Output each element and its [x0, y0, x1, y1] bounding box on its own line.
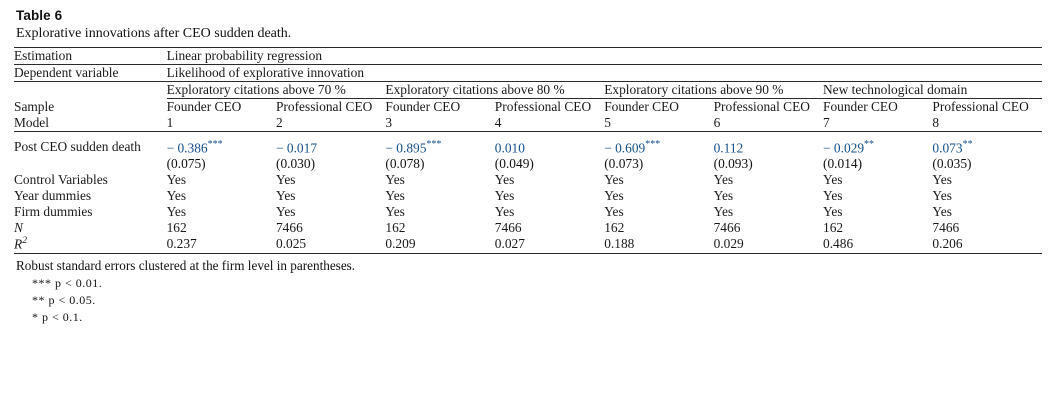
row-label-post-ceo-sudden-death: Post CEO sudden death: [14, 132, 167, 157]
coef-col-5: [604, 132, 713, 157]
table-row-estimation: [14, 48, 1042, 65]
model-col-5: 5: [604, 115, 611, 130]
row-label-model: Model: [14, 115, 49, 130]
model-col-7: 7: [823, 115, 830, 130]
row-label-dependent-variable: Dependent variable: [14, 65, 167, 82]
year-dummies-col-3: Yes: [385, 188, 405, 204]
r2-col-3: 0.209: [385, 236, 416, 252]
row-label-estimation: Estimation: [14, 48, 167, 65]
coef-stars-8: **: [962, 139, 973, 150]
coef-value-1: − 0.386: [166, 140, 208, 156]
sample-col-1: Founder CEO: [166, 99, 242, 114]
row-label-sample: Sample: [14, 98, 55, 114]
results-table: [14, 47, 1042, 253]
year-dummies-col-7: Yes: [823, 188, 843, 204]
coef-value-7: − 0.029: [823, 140, 865, 156]
coef-value-3: − 0.895: [385, 140, 427, 156]
firm-dummies-col-5: Yes: [604, 204, 624, 220]
model-col-6: 6: [713, 115, 721, 130]
table-label: Table 6: [16, 8, 63, 23]
table-row-standard-errors: [14, 156, 1042, 172]
coef-value-6: 0.112: [713, 140, 744, 156]
n-col-5: 162: [604, 220, 625, 236]
se-col-3: (0.078): [385, 156, 425, 172]
year-dummies-col-1: Yes: [166, 188, 187, 204]
firm-dummies-col-7: Yes: [823, 204, 843, 220]
n-col-3: 162: [385, 220, 406, 236]
control-variables-col-2: Yes: [275, 172, 296, 188]
model-col-3: 3: [385, 115, 393, 130]
firm-dummies-col-3: Yes: [385, 204, 405, 220]
model-col-4: 4: [494, 115, 502, 130]
r2-col-8: 0.206: [932, 236, 963, 252]
control-variables-col-6: Yes: [713, 172, 734, 188]
table-row-sample: [14, 99, 1042, 116]
row-label-year-dummies: Year dummies: [14, 188, 92, 204]
n-col-8: 7466: [932, 220, 960, 236]
coef-col-7: [823, 132, 932, 157]
table-row-year-dummies: [14, 188, 1042, 204]
control-variables-col-3: Yes: [385, 172, 405, 188]
firm-dummies-col-4: Yes: [494, 204, 515, 220]
group-header-spacer: [14, 82, 167, 99]
note-p-001: *** p < 0.01.: [32, 275, 103, 290]
r2-col-1: 0.237: [166, 236, 197, 252]
r2-col-6: 0.029: [713, 236, 744, 252]
table-row-dependent-variable: [14, 65, 1042, 82]
firm-dummies-col-8: Yes: [932, 204, 952, 220]
row-label-firm-dummies: Firm dummies: [14, 204, 93, 220]
control-variables-col-7: Yes: [823, 172, 843, 188]
table-bottom-rule: [14, 253, 1042, 254]
row-label-control-variables: Control Variables: [14, 172, 108, 188]
table-row-post-ceo-sudden-death: [14, 132, 1042, 157]
r2-col-4: 0.027: [494, 236, 525, 252]
r2-col-2: 0.025: [275, 236, 307, 252]
coef-col-6: [714, 132, 823, 157]
table-row-model: [14, 115, 1042, 132]
se-col-7: (0.014): [823, 156, 863, 172]
se-col-8: (0.035): [932, 156, 972, 172]
sample-col-2: Professional CEO: [275, 99, 373, 114]
row-label-n: N: [14, 220, 23, 236]
coef-col-4: [495, 132, 604, 157]
se-col-4: (0.049): [494, 156, 534, 172]
se-col-6: (0.093): [713, 156, 753, 172]
year-dummies-col-5: Yes: [604, 188, 624, 204]
sample-col-6: Professional CEO: [713, 99, 810, 114]
coef-value-2: − 0.017: [275, 140, 318, 156]
coef-value-5: − 0.609: [604, 140, 646, 156]
year-dummies-col-4: Yes: [494, 188, 515, 204]
sample-col-8: Professional CEO: [932, 99, 1029, 114]
firm-dummies-col-1: Yes: [166, 204, 187, 220]
table-notes: [16, 258, 1042, 325]
n-col-1: 162: [166, 220, 187, 236]
firm-dummies-col-6: Yes: [713, 204, 734, 220]
coef-col-3: [385, 132, 494, 157]
n-col-6: 7466: [713, 220, 741, 236]
table-row-control-variables: [14, 172, 1042, 188]
group-header-citations-90: Exploratory citations above 90 %: [604, 82, 823, 99]
year-dummies-col-8: Yes: [932, 188, 952, 204]
coef-stars-5: ***: [645, 139, 661, 150]
coef-col-8: [932, 132, 1042, 157]
note-p-01: * p < 0.1.: [32, 309, 83, 324]
table-caption: Explorative innovations after CEO sudden death.: [16, 26, 292, 41]
sample-col-4: Professional CEO: [494, 99, 592, 114]
note-standard-errors: Robust standard errors clustered at the firm level in parentheses.: [16, 257, 356, 273]
table-row-n: [14, 220, 1042, 236]
n-col-7: 162: [823, 220, 844, 236]
r2-col-7: 0.486: [823, 236, 854, 252]
sample-col-5: Founder CEO: [604, 99, 679, 114]
control-variables-col-4: Yes: [494, 172, 515, 188]
model-col-8: 8: [932, 115, 940, 130]
coef-value-8: 0.073: [932, 140, 963, 156]
model-col-2: 2: [275, 115, 283, 130]
coef-stars-3: ***: [426, 139, 442, 150]
group-header-citations-70: Exploratory citations above 70 %: [167, 82, 386, 99]
r2-col-5: 0.188: [604, 236, 635, 252]
coef-value-4: 0.010: [494, 140, 525, 156]
coef-col-1: [167, 132, 276, 157]
control-variables-col-8: Yes: [932, 172, 952, 188]
table-row-r-squared: [14, 236, 1042, 252]
row-label-standard-errors: [14, 156, 167, 172]
coef-col-2: [276, 132, 385, 157]
row-value-dependent-variable: Likelihood of explorative innovation: [167, 65, 1042, 82]
se-col-5: (0.073): [604, 156, 644, 172]
table-row-group-headers: [14, 82, 1042, 99]
year-dummies-col-6: Yes: [713, 188, 734, 204]
group-header-citations-80: Exploratory citations above 80 %: [385, 82, 604, 99]
n-col-2: 7466: [275, 220, 303, 236]
firm-dummies-col-2: Yes: [275, 204, 296, 220]
n-col-4: 7466: [494, 220, 522, 236]
model-col-1: 1: [166, 115, 174, 130]
row-value-estimation: Linear probability regression: [167, 48, 1042, 65]
note-p-005: ** p < 0.05.: [32, 292, 96, 307]
table-row-firm-dummies: [14, 204, 1042, 220]
coef-stars-1: ***: [207, 139, 223, 150]
se-col-2: (0.030): [275, 156, 316, 172]
sample-col-3: Founder CEO: [385, 99, 461, 114]
year-dummies-col-2: Yes: [275, 188, 296, 204]
coef-stars-7: **: [864, 139, 875, 150]
control-variables-col-1: Yes: [166, 172, 187, 188]
group-header-new-tech-domain: New technological domain: [823, 82, 1042, 99]
row-label-r-squared: $R^2$: [14, 236, 27, 252]
control-variables-col-5: Yes: [604, 172, 624, 188]
sample-col-7: Founder CEO: [823, 99, 898, 114]
se-col-1: (0.075): [166, 156, 206, 172]
